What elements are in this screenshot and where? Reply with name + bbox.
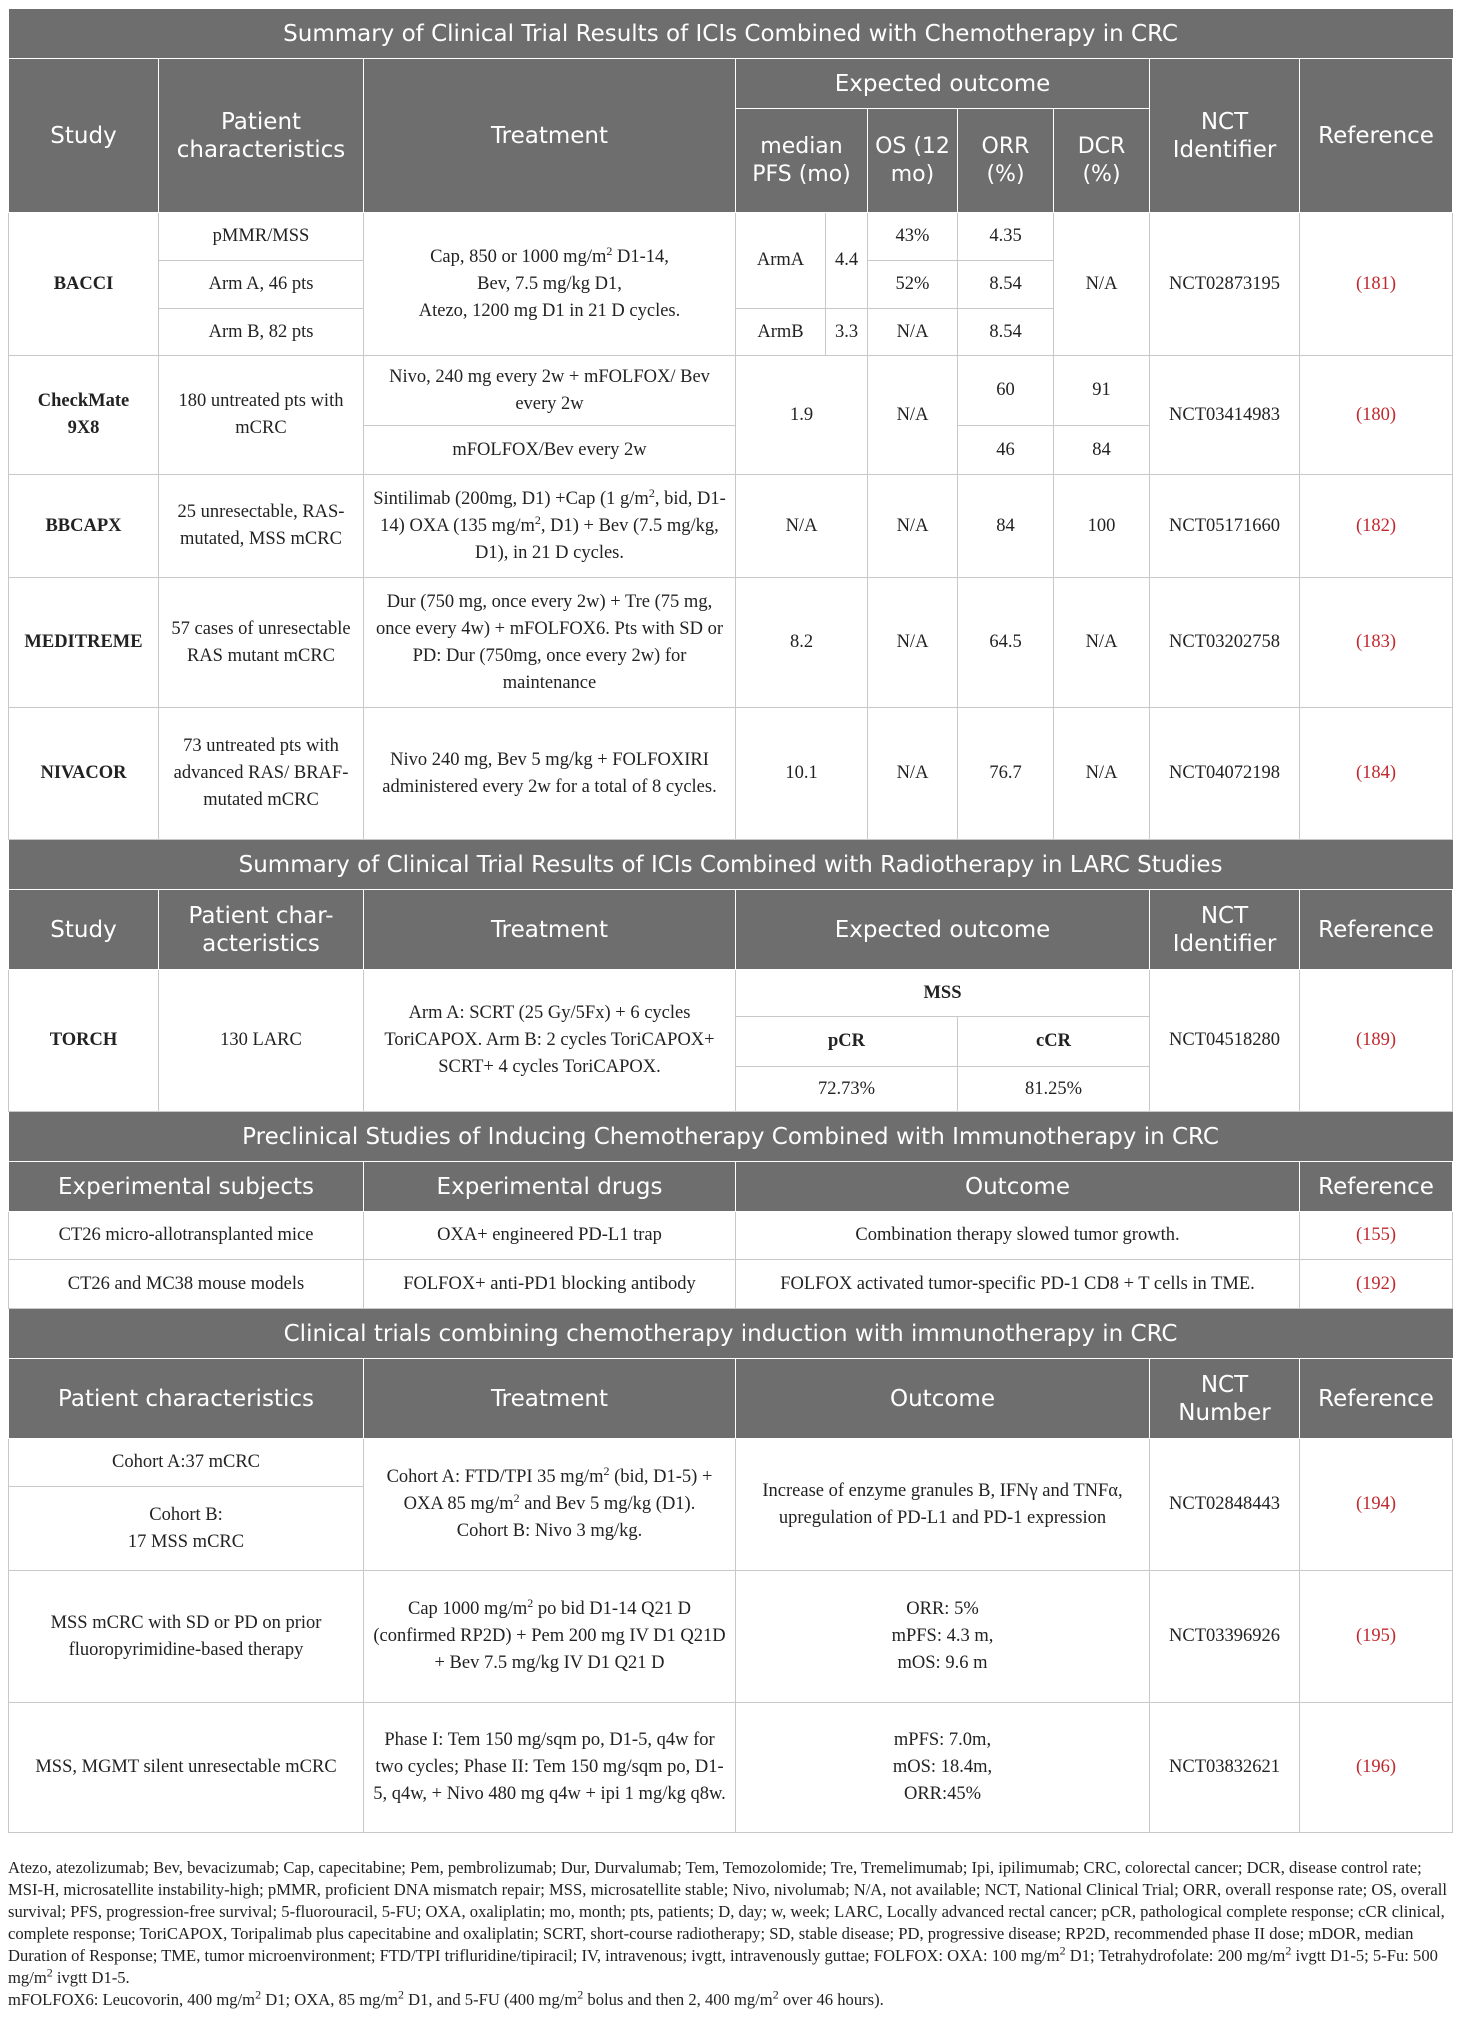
treatment-text: Cohort A: FTD/TPI 35 mg/m [386, 1467, 604, 1487]
col-median-pfs: median PFS (mo) [736, 109, 868, 213]
patient-cell: 73 untreated pts with advanced RAS/ BRAF-mutated mCRC [159, 708, 364, 840]
pfs-value: 3.3 [826, 309, 868, 356]
footnote-text: D1, and 5-FU (400 mg/m [403, 1990, 578, 2009]
treatment-text: Atezo, 1200 mg D1 in 21 D cycles. [418, 300, 681, 321]
reference-link[interactable]: (155) [1300, 1212, 1453, 1260]
dcr-value: 91 [1054, 356, 1150, 426]
reference-link[interactable]: (192) [1300, 1260, 1453, 1309]
study-name: BACCI [9, 213, 159, 356]
pfs-value: 8.2 [736, 578, 868, 708]
patient-cell: 130 LARC [159, 970, 364, 1112]
table2-header-row [9, 890, 1453, 970]
superscript: 2 [46, 1965, 53, 1980]
outcome-cell [736, 1439, 1150, 1571]
col-patient: Patient char-acteristics [159, 890, 364, 970]
treatment-cell: Arm A: SCRT (25 Gy/5Fx) + 6 cycles ToriCAPOX. Arm B: 2 cycles ToriCAPOX+ SCRT+ 4 cycles ToriCAPOX. [364, 970, 736, 1112]
patient-text: 17 MSS mCRC [127, 1531, 245, 1552]
treatment-cell: Nivo, 240 mg every 2w + mFOLFOX/ Bev every 2w [364, 356, 736, 426]
nct-id: NCT02873195 [1150, 213, 1300, 356]
col-outcome: Outcome [736, 1359, 1150, 1439]
patient-cell: Cohort A:37 mCRC [9, 1439, 364, 1487]
patient-cell: MSS mCRC with SD or PD on prior fluoropyrimidine-based therapy [9, 1571, 364, 1703]
outcome-text: ORR:45% [903, 1784, 982, 1804]
study-name: TORCH [9, 970, 159, 1112]
treatment-cell: mFOLFOX/Bev every 2w [364, 426, 736, 475]
pfs-value: 1.9 [736, 356, 868, 475]
reference-link[interactable]: (189) [1300, 970, 1453, 1112]
superscript: 2 [534, 512, 541, 527]
superscript: 2 [255, 1987, 262, 2002]
os-value: N/A [868, 578, 958, 708]
table-row [9, 475, 1453, 578]
nct-id: NCT03396926 [1150, 1571, 1300, 1703]
table3-title: Preclinical Studies of Inducing Chemotherapy Combined with Immunotherapy in CRC [9, 1112, 1453, 1162]
patient-cell: Arm A, 46 pts [159, 261, 364, 309]
orr-value: 76.7 [958, 708, 1054, 840]
table-row [9, 970, 1453, 1017]
table-row [9, 578, 1453, 708]
col-treatment: Treatment [364, 59, 736, 213]
orr-value: 8.54 [958, 261, 1054, 309]
table-row [9, 1703, 1453, 1833]
table-row [9, 213, 1453, 261]
nct-id: NCT03202758 [1150, 578, 1300, 708]
reference-link[interactable]: (182) [1300, 475, 1453, 578]
footnote-text: mFOLFOX6: Leucovorin, 400 mg/m [8, 1990, 256, 2009]
superscript: 2 [606, 243, 613, 258]
nct-id: NCT02848443 [1150, 1439, 1300, 1571]
footnote-text: D1; OXA, 85 mg/m [261, 1990, 398, 2009]
superscript: 2 [603, 1463, 610, 1478]
treatment-cell [364, 1571, 736, 1703]
treatment-cell: Nivo 240 mg, Bev 5 mg/kg + FOLFOXIRI administered every 2w for a total of 8 cycles. [364, 708, 736, 840]
study-name: NIVACOR [9, 708, 159, 840]
dcr-value: 100 [1054, 475, 1150, 578]
os-value: N/A [868, 708, 958, 840]
outcome-text: upregulation of PD-L1 and PD-1 expression [778, 1507, 1107, 1528]
table2-title: Summary of Clinical Trial Results of ICIs Combined with Radiotherapy in LARC Studies [9, 840, 1453, 890]
treatment-text: , D1) + Bev (7.5 mg/kg, D1), in 21 D cycles. [475, 515, 719, 563]
table3-header-row [9, 1162, 1453, 1212]
study-name: BBCAPX [9, 475, 159, 578]
reference-link[interactable]: (180) [1300, 356, 1453, 475]
table-row [9, 1260, 1453, 1309]
col-subjects: Experimental subjects [9, 1162, 364, 1212]
orr-value: 8.54 [958, 309, 1054, 356]
subjects-cell: CT26 and MC38 mouse models [9, 1260, 364, 1309]
superscript: 2 [577, 1987, 584, 2002]
footnote-text: ivgtt D1-5. [52, 1968, 130, 1987]
nct-id: NCT04518280 [1150, 970, 1300, 1112]
ccr-label: cCR [958, 1017, 1150, 1067]
arm-label: ArmA [736, 213, 826, 309]
col-orr: ORR (%) [958, 109, 1054, 213]
table-row [9, 1439, 1453, 1487]
col-study: Study [9, 890, 159, 970]
pcr-label: pCR [736, 1017, 958, 1067]
treatment-cell [364, 475, 736, 578]
table1-title-row [9, 9, 1453, 59]
treatment-cell [364, 213, 736, 356]
outcome-text: mOS: 18.4m, [892, 1757, 993, 1777]
col-treatment: Treatment [364, 1359, 736, 1439]
superscript: 2 [397, 1987, 404, 2002]
pcr-value: 72.73% [736, 1067, 958, 1112]
col-treatment: Treatment [364, 890, 736, 970]
treatment-text: po bid D1-14 Q21 D (confirmed RP2D) + Pem 200 mg IV D1 Q21D + Bev 7.5 mg/kg IV D1 Q21 D [373, 1599, 726, 1673]
col-os: OS (12 mo) [868, 109, 958, 213]
col-outcome: Outcome [736, 1162, 1300, 1212]
col-study: Study [9, 59, 159, 213]
study-name-line: 9X8 [67, 418, 100, 438]
patient-cell: Arm B, 82 pts [159, 309, 364, 356]
treatment-cell: Phase I: Tem 150 mg/sqm po, D1-5, q4w for two cycles; Phase II: Tem 150 mg/sqm po, D1-5, q4w, + Nivo 480 mg q4w + ipi 1 mg/kg q8w. [364, 1703, 736, 1833]
orr-value: 46 [958, 426, 1054, 475]
superscript: 2 [1059, 1943, 1066, 1958]
col-nct: NCT Number [1150, 1359, 1300, 1439]
mss-label: MSS [736, 970, 1150, 1017]
patient-cell: 180 untreated pts with mCRC [159, 356, 364, 475]
os-value: N/A [868, 475, 958, 578]
pfs-value: N/A [736, 475, 868, 578]
reference-link[interactable]: (195) [1300, 1571, 1453, 1703]
col-reference: Reference [1300, 1359, 1453, 1439]
col-expected-outcome: Expected outcome [736, 59, 1150, 109]
reference-link[interactable]: (184) [1300, 708, 1453, 840]
outcome-text: mPFS: 4.3 m, [891, 1626, 994, 1646]
patient-text: Cohort B: [149, 1504, 223, 1525]
orr-value: 60 [958, 356, 1054, 426]
reference-link[interactable]: (181) [1300, 213, 1453, 356]
arm-label: ArmB [736, 309, 826, 356]
col-expected-outcome: Expected outcome [736, 890, 1150, 970]
superscript: 2 [527, 1595, 534, 1610]
os-value: 52% [868, 261, 958, 309]
superscript: 2 [513, 1490, 520, 1505]
table1-title: Summary of Clinical Trial Results of ICIs Combined with Chemotherapy in CRC [9, 9, 1453, 59]
treatment-text: , bid, D1-14) OXA (135 mg/m [380, 488, 726, 536]
superscript: 2 [1285, 1943, 1292, 1958]
dcr-value: N/A [1054, 213, 1150, 356]
treatment-text: Sintilimab (200mg, D1) +Cap (1 g/m [373, 488, 649, 509]
col-nct: NCT Identifier [1150, 890, 1300, 970]
reference-link[interactable]: (196) [1300, 1703, 1453, 1833]
orr-value: 4.35 [958, 213, 1054, 261]
dcr-value: N/A [1054, 708, 1150, 840]
nct-id: NCT04072198 [1150, 708, 1300, 840]
treatment-text: Cap, 850 or 1000 mg/m [430, 246, 607, 267]
dcr-value: 84 [1054, 426, 1150, 475]
footnote-text: ivgtt D1-5; 5-Fu: 500 mg/m [8, 1946, 1438, 1987]
treatment-text: Bev, 7.5 mg/kg D1, [477, 273, 622, 294]
outcome-text: ORR: 5% [906, 1599, 979, 1619]
table-row [9, 1571, 1453, 1703]
os-value: 43% [868, 213, 958, 261]
treatment-text: D1-14, [612, 246, 669, 267]
study-name-line: CheckMate [37, 391, 130, 411]
table4-title: Clinical trials combining chemotherapy induction with immunotherapy in CRC [9, 1309, 1453, 1359]
treatment-cell: Dur (750 mg, once every 2w) + Tre (75 mg, once every 4w) + mFOLFOX6. Pts with SD or PD: Dur (750mg, once every 2w) for maintenance [364, 578, 736, 708]
col-dcr: DCR (%) [1054, 109, 1150, 213]
table1-header-row-1 [9, 59, 1453, 109]
footnote-text: Atezo, atezolizumab; Bev, bevacizumab; Cap, capecitabine; Pem, pembrolizumab; Dur, Durvalumab; Tem, Temozolomide; Tre, Tremelimumab; Ipi, ipilimumab; CRC, colorectal cancer; DCR, disease control rate; MSI-H, microsatellite instability-high; pMMR, proficient DNA mismatch repair; MSS, microsatellite stable; Nivo, nivolumab; N/A, not available; NCT, National Clinical Trial; ORR, overall response rate; OS, overall survival; PFS, progression-free survival; 5-fluorouracil, 5-FU; OXA, oxaliplatin; mo, month; pts, patients; D, day; w, week; LARC, Locally advanced rectal cancer; pCR, pathological complete response; cCR clinical, complete response; ToriCAPOX, Toripalimab plus capecitabine and oxaliplatin; SCRT, short-course radiotherapy; SD, stable disease; PD, progressive disease; RP2D, recommended phase II dose; mDOR, median Duration of Response; TME, tumor microenvironment; FTD/TPI trifluridine/tipiracil; IV, intravenous; ivgtt, intravenously guttae; FOLFOX: OXA: 100 mg/m [8, 1858, 1447, 1965]
subjects-cell: CT26 micro-allotransplanted mice [9, 1212, 364, 1260]
treatment-text: Cap 1000 mg/m [408, 1599, 528, 1619]
nct-id: NCT05171660 [1150, 475, 1300, 578]
patient-cell: 57 cases of unresectable RAS mutant mCRC [159, 578, 364, 708]
reference-link[interactable]: (183) [1300, 578, 1453, 708]
table4-title-row [9, 1309, 1453, 1359]
reference-link[interactable]: (194) [1300, 1439, 1453, 1571]
col-patient: Patient characteristics [9, 1359, 364, 1439]
study-name [9, 356, 159, 475]
treatment-text: and Bev 5 mg/kg (D1). [519, 1494, 696, 1514]
table-footnote [8, 1857, 1452, 2011]
nct-id: NCT03832621 [1150, 1703, 1300, 1833]
outcome-text: Increase of enzyme granules B, IFNγ and TNFα, [762, 1480, 1123, 1501]
orr-value: 64.5 [958, 578, 1054, 708]
superscript: 2 [648, 485, 655, 500]
table4-header-row [9, 1359, 1453, 1439]
patient-cell: MSS, MGMT silent unresectable mCRC [9, 1703, 364, 1833]
pfs-value: 10.1 [736, 708, 868, 840]
ccr-value: 81.25% [958, 1067, 1150, 1112]
outcome-cell: Combination therapy slowed tumor growth. [736, 1212, 1300, 1260]
table-row [9, 708, 1453, 840]
pfs-value: 4.4 [826, 213, 868, 309]
outcome-cell: FOLFOX activated tumor-specific PD-1 CD8 + T cells in TME. [736, 1260, 1300, 1309]
table3-title-row [9, 1112, 1453, 1162]
drugs-cell: OXA+ engineered PD-L1 trap [364, 1212, 736, 1260]
col-reference: Reference [1300, 59, 1453, 213]
treatment-cell [364, 1439, 736, 1571]
table-row [9, 1212, 1453, 1260]
results-tables [8, 8, 1452, 1833]
treatment-text: Cohort B: Nivo 3 mg/kg. [456, 1521, 643, 1541]
footnote-text: over 46 hours). [778, 1990, 884, 2009]
outcome-text: mOS: 9.6 m [897, 1653, 988, 1673]
patient-cell: 25 unresectable, RAS-mutated, MSS mCRC [159, 475, 364, 578]
clinical-table [8, 8, 1453, 1833]
dcr-value: N/A [1054, 578, 1150, 708]
table-row [9, 356, 1453, 426]
col-reference: Reference [1300, 890, 1453, 970]
study-name: MEDITREME [9, 578, 159, 708]
treatment-text: (bid, D1-5) + OXA 85 mg/m [403, 1467, 713, 1514]
nct-id: NCT03414983 [1150, 356, 1300, 475]
orr-value: 84 [958, 475, 1054, 578]
patient-cell: pMMR/MSS [159, 213, 364, 261]
footnote-text: bolus and then 2, 400 mg/m [583, 1990, 773, 2009]
col-reference: Reference [1300, 1162, 1453, 1212]
os-value: N/A [868, 309, 958, 356]
superscript: 2 [772, 1987, 779, 2002]
table2-title-row [9, 840, 1453, 890]
col-patient: Patient characteristics [159, 59, 364, 213]
outcome-cell [736, 1703, 1150, 1833]
os-value: N/A [868, 356, 958, 475]
patient-cell [9, 1487, 364, 1571]
outcome-text: mPFS: 7.0m, [893, 1730, 992, 1750]
col-nct: NCT Identifier [1150, 59, 1300, 213]
footnote-text: D1; Tetrahydrofolate: 200 mg/m [1065, 1946, 1286, 1965]
outcome-cell [736, 1571, 1150, 1703]
col-drugs: Experimental drugs [364, 1162, 736, 1212]
drugs-cell: FOLFOX+ anti-PD1 blocking antibody [364, 1260, 736, 1309]
